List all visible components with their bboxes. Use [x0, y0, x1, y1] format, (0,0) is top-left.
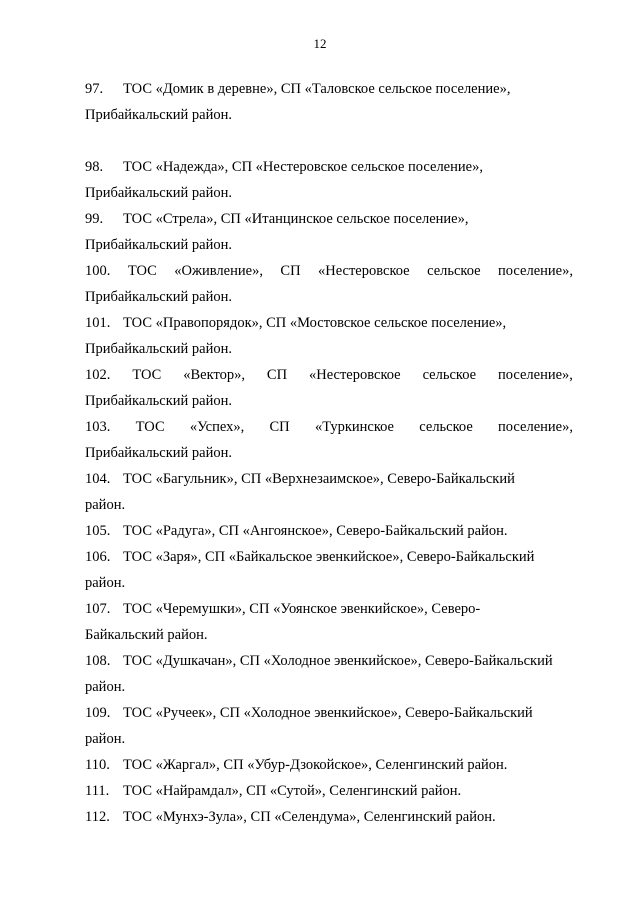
list-item: [85, 804, 573, 830]
list-item: [85, 596, 573, 648]
item-word: ТОС: [132, 367, 162, 383]
item-word: сельское: [422, 367, 477, 383]
item-word: сельское: [419, 419, 473, 435]
tos-list: [85, 76, 573, 830]
list-item: [85, 544, 573, 596]
item-number: 107.: [85, 601, 111, 617]
list-item: [85, 466, 573, 518]
list-item: [85, 648, 573, 700]
list-item: [85, 362, 573, 414]
item-number: 101.: [85, 315, 111, 331]
item-number: 112.: [85, 809, 110, 825]
list-item: [85, 258, 573, 310]
item-word: «Нестеровское: [309, 367, 401, 383]
item-word: ТОС: [127, 263, 157, 279]
item-word: «Оживление»,: [174, 263, 263, 279]
item-text-continuation: Прибайкальский район.: [85, 237, 232, 253]
item-number: 97.: [85, 81, 104, 97]
list-item: [85, 414, 573, 466]
list-item: [85, 518, 573, 544]
item-text-continuation: район.: [85, 497, 126, 513]
item-number: 103.: [85, 419, 111, 435]
list-item: [85, 778, 573, 804]
item-text-continuation: Прибайкальский район.: [85, 107, 232, 123]
item-word: «Нестеровское: [318, 263, 410, 279]
item-text: ТОС «Радуга», СП «Ангоянское», Северо-Байкальский район.: [123, 523, 508, 539]
item-text: ТОС «Надежда», СП «Нестеровское сельское поселение»,: [123, 159, 483, 175]
item-text: ТОС «Ручеек», СП «Холодное эвенкийское», Северо-Байкальский: [123, 705, 533, 721]
list-item: [85, 752, 573, 778]
item-number: 104.: [85, 471, 111, 487]
item-word: ТОС: [135, 419, 165, 435]
item-text: ТОС «Найрамдал», СП «Сутой», Селенгинский район.: [123, 783, 462, 799]
item-word: СП: [280, 263, 301, 279]
item-word: поселение»,: [498, 367, 573, 383]
list-item: [85, 700, 573, 752]
item-text-continuation: район.: [85, 731, 126, 747]
item-text-continuation: район.: [85, 679, 126, 695]
item-text: ТОС «Жаргал», СП «Убур-Дзокойское», Селенгинский район.: [123, 757, 508, 773]
item-word: сельское: [427, 263, 481, 279]
item-text-continuation: Прибайкальский район.: [85, 289, 232, 305]
item-number: 111.: [85, 783, 110, 799]
item-word: СП: [269, 419, 290, 435]
item-text: ТОС «Заря», СП «Байкальское эвенкийское», Северо-Байкальский: [123, 549, 535, 565]
item-text: ТОС «Правопорядок», СП «Мостовское сельское поселение»,: [123, 315, 507, 331]
item-number: 110.: [85, 757, 110, 773]
list-item: [85, 206, 573, 258]
item-number: 100.: [85, 263, 111, 279]
item-number: 98.: [85, 159, 104, 175]
item-text: ТОС «Домик в деревне», СП «Таловское сельское поселение»,: [123, 81, 511, 97]
item-text: ТОС «Мунхэ-Зула», СП «Селендума», Селенгинский район.: [123, 809, 496, 825]
item-text-continuation: Прибайкальский район.: [85, 393, 232, 409]
item-text-continuation: Прибайкальский район.: [85, 341, 232, 357]
item-number: 99.: [85, 211, 104, 227]
item-word: «Успех»,: [189, 419, 245, 435]
page-number: 12: [313, 36, 327, 51]
item-word: поселение»,: [498, 263, 573, 279]
item-text-continuation: район.: [85, 575, 126, 591]
item-number: 106.: [85, 549, 111, 565]
item-number: 102.: [85, 367, 111, 383]
item-number: 105.: [85, 523, 111, 539]
item-number: 109.: [85, 705, 111, 721]
item-word: «Вектор»,: [183, 367, 245, 383]
item-word: поселение»,: [498, 419, 573, 435]
item-text: ТОС «Стрела», СП «Итанцинское сельское поселение»,: [123, 211, 469, 227]
list-item: [85, 76, 573, 128]
item-word: «Туркинское: [314, 419, 394, 435]
list-item: [85, 154, 573, 206]
list-item: [85, 310, 573, 362]
item-text: ТОС «Душкачан», СП «Холодное эвенкийское», Северо-Байкальский: [123, 653, 553, 669]
item-text-continuation: Прибайкальский район.: [85, 185, 232, 201]
item-word: СП: [266, 367, 288, 383]
item-text: ТОС «Черемушки», СП «Уоянское эвенкийское», Северо-: [123, 601, 481, 617]
item-text-continuation: Байкальский район.: [85, 627, 208, 643]
item-number: 108.: [85, 653, 111, 669]
item-text: ТОС «Багульник», СП «Верхнезаимское», Северо-Байкальский: [123, 471, 515, 487]
item-text-continuation: Прибайкальский район.: [85, 445, 232, 461]
